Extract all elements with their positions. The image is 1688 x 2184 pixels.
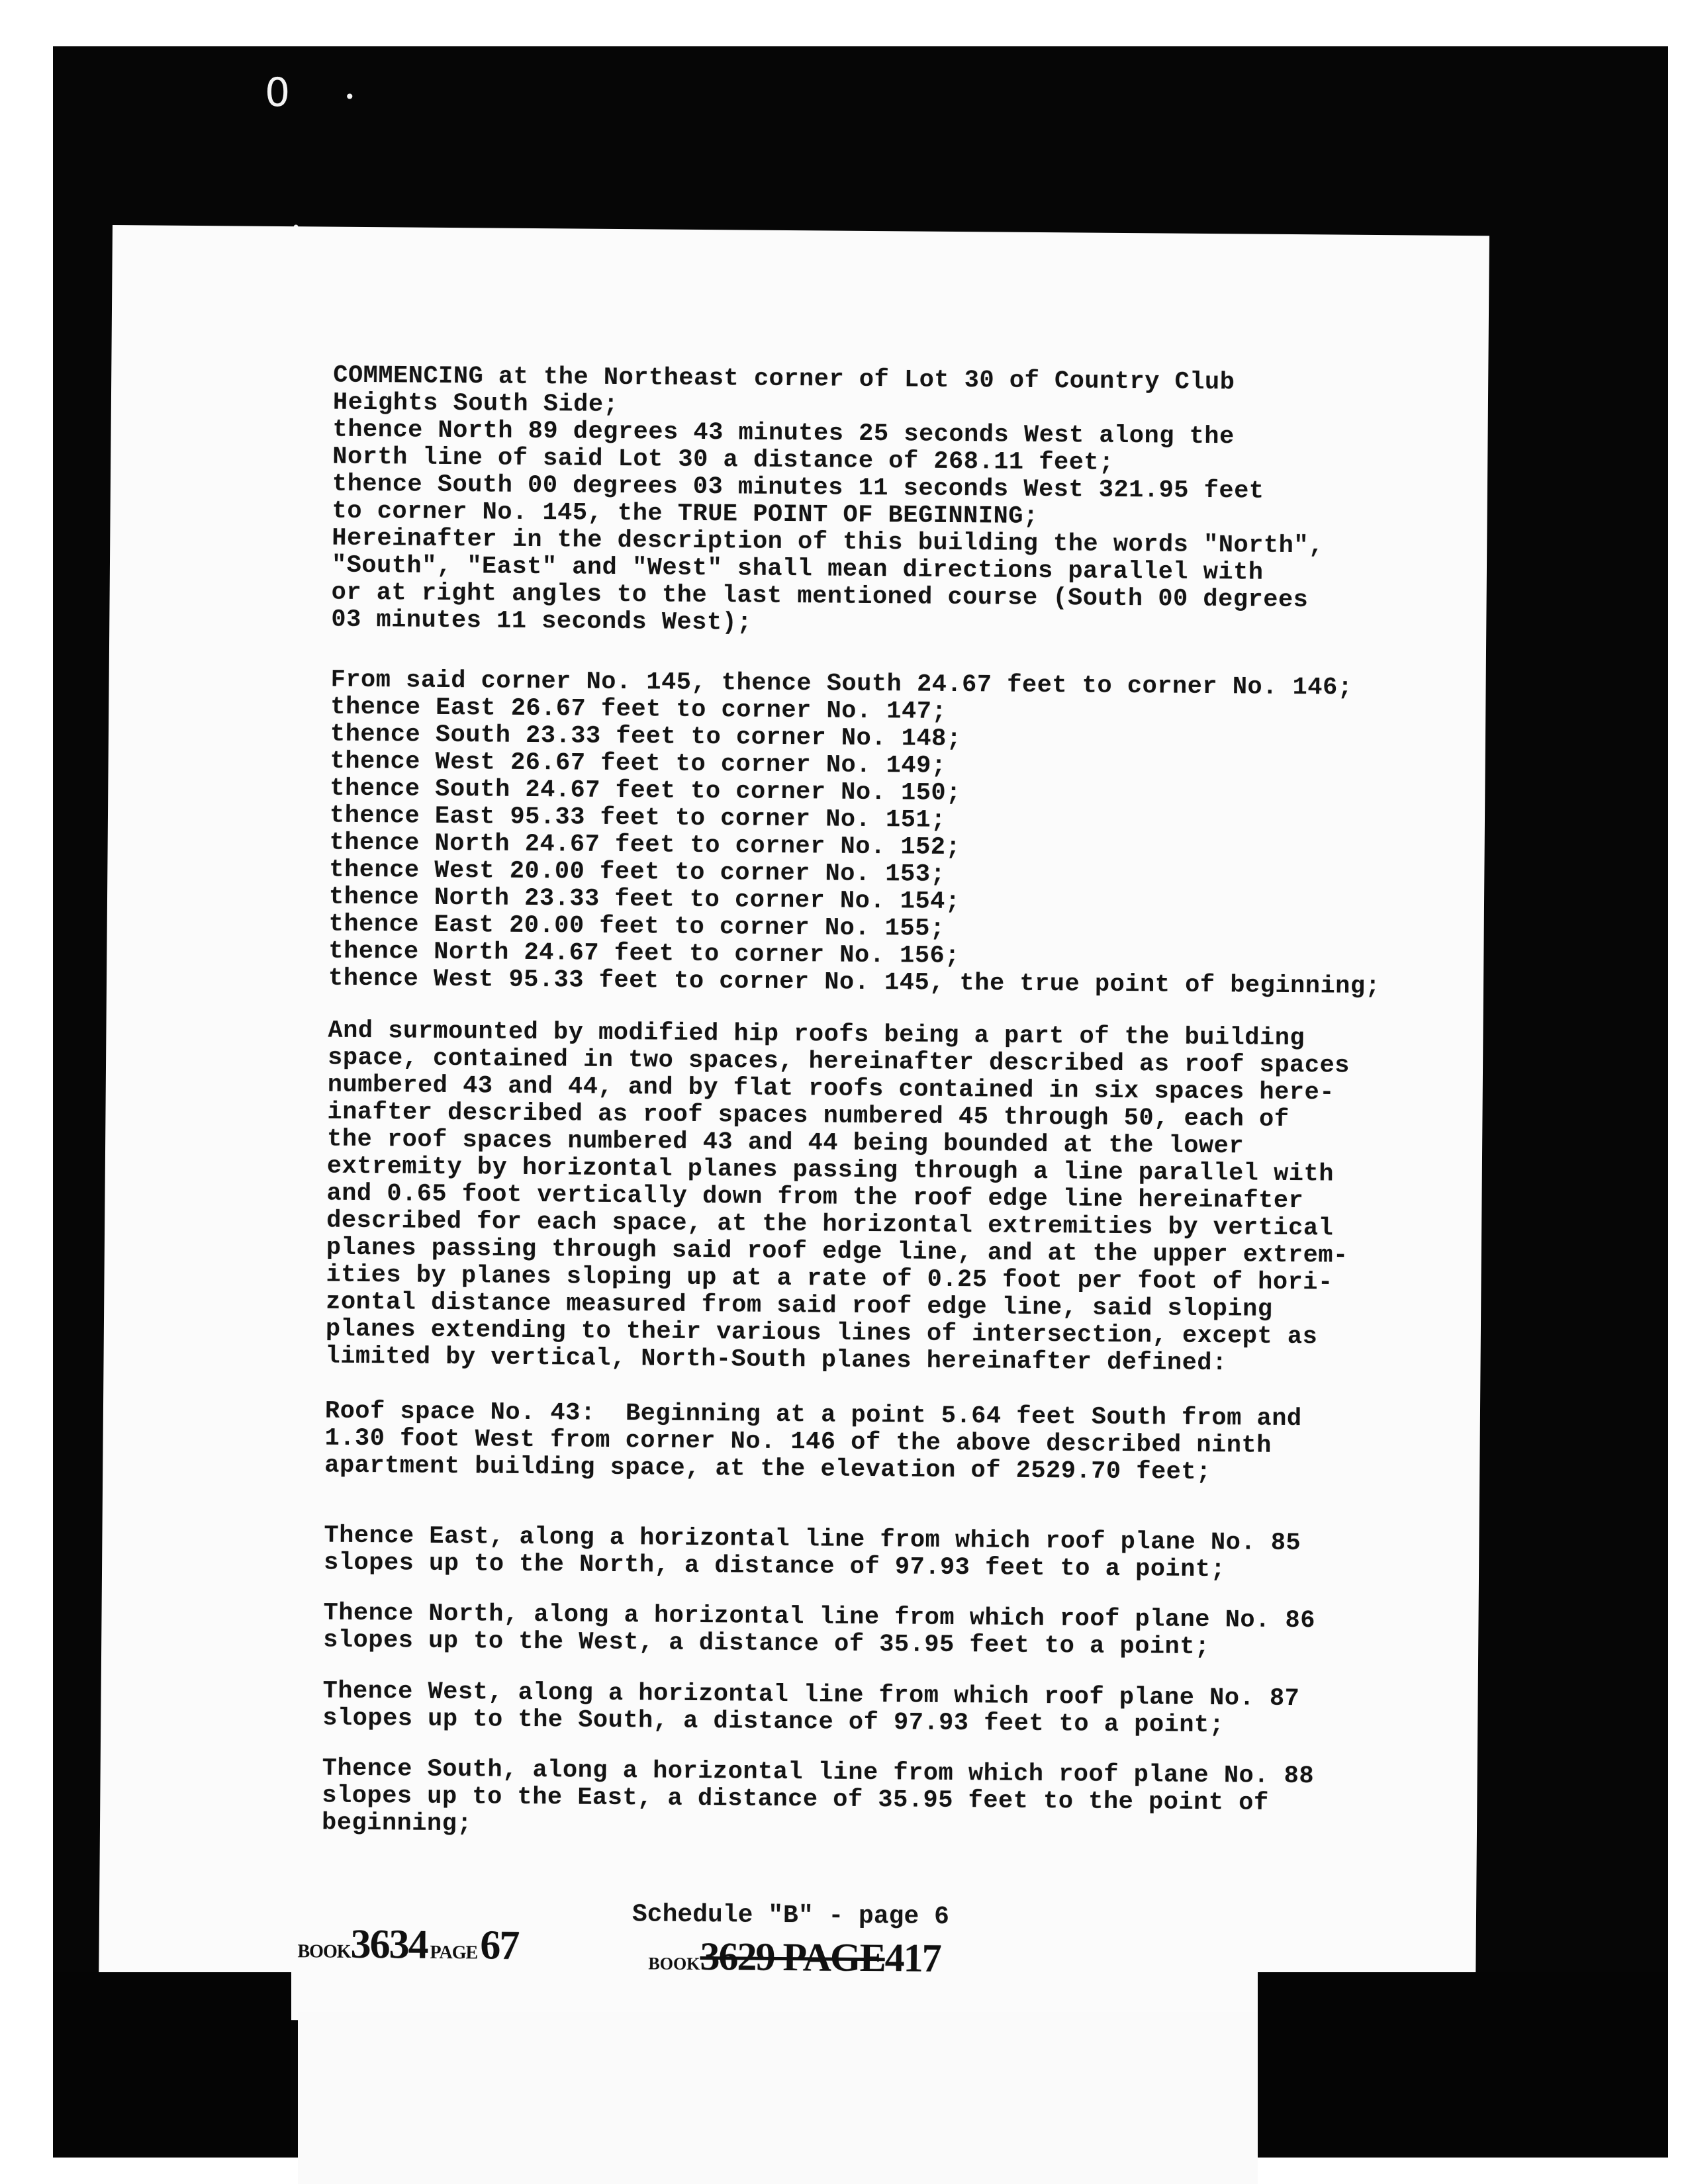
book-label: BOOK: [648, 1954, 700, 1974]
book-label: BOOK: [297, 1941, 351, 1962]
schedule-page-label: Schedule "B" - page 6: [632, 1900, 950, 1932]
page-number: 67: [480, 1923, 519, 1968]
paragraph-roof-description: And surmounted by modified hip roofs being a part of the building space, contained in two spaces, hereinafter described as roof spaces numbered 43 and 44, and by flat roofs contained in six spaces here- inafter described as roof spaces numbered 45 through 50, each of the roof spaces numbered 43 and 44 being bounded at the lower extremity by horizontal planes passing through a line parallel with and 0.65 foot vertically down from the roof edge line hereinafter described for each space, at the horizontal extremities by vertical planes passing through said roof edge line, and at the upper extrem- ities by planes sloping up at a rate of 0.25 foot per foot of hori- zontal distance measured from said roof edge line, said sloping planes extending to their various lines of intersection, except as limited by vertical, North-South planes hereinafter defined:: [325, 1017, 1350, 1378]
paragraph-thence-north: Thence North, along a horizontal line from which roof plane No. 86 slopes up to the West, a distance of 35.95 feet to a point;: [323, 1599, 1316, 1662]
scan-dot: •: [344, 86, 355, 108]
scan-dark-edge: [53, 1972, 291, 2158]
scan-mark: 0: [265, 69, 291, 116]
document-page: [99, 225, 1489, 2029]
scan-dark-corner: [1258, 1972, 1668, 2158]
paragraph-boundary-courses: From said corner No. 145, thence South 24.67 feet to corner No. 146; thence East 26.67 feet to corner No. 147; thence South 23.33 feet to corner No. 148; thence West 26.67 feet to corner No. 149; thence South 24.67 feet to corner No. 150; thence East 95.33 feet to corner No. 151; thence North 24.67 feet to corner No. 152; thence West 20.00 feet to corner No. 153; thence North 23.33 feet to corner No. 154; thence East 20.00 feet to corner No. 155; thence North 24.67 feet to corner No. 156; thence West 95.33 feet to corner No. 145, the true point of beginning;: [328, 666, 1381, 1001]
struck-book-page-stamp: [648, 1933, 941, 1981]
paragraph-thence-east: Thence East, along a horizontal line from which roof plane No. 85 slopes up to the North, a distance of 97.93 feet to a point;: [323, 1522, 1301, 1584]
scan-light-strip: [298, 2012, 1258, 2184]
paragraph-commencing: COMMENCING at the Northeast corner of Lot 30 of Country Club Heights South Side; thence North 89 degrees 43 minutes 25 seconds West along the North line of said Lot 30 a distance of 268.11 feet; thence South 00 degrees 03 minutes 11 seconds West 321.95 feet to corner No. 145, the TRUE POINT OF BEGINNING; Hereinafter in the description of this building the words "North", "South", "East" and "West" shall mean directions parallel with or at right angles to the last mentioned course (South 00 degrees 03 minutes 11 seconds West);: [331, 361, 1324, 637]
paragraph-thence-west: Thence West, along a horizontal line from which roof plane No. 87 slopes up to the South, a distance of 97.93 feet to a point;: [322, 1677, 1300, 1740]
struck-book-page: 3629 PAGE: [700, 1934, 885, 1980]
book-number: 3634: [350, 1921, 428, 1968]
book-page-stamp: [297, 1921, 518, 1970]
page-label: PAGE: [430, 1942, 478, 1964]
paragraph-roof-space-43: Roof space No. 43: Beginning at a point 5.64 feet South from and 1.30 foot West from corner No. 146 of the above described ninth apartment building space, at the elevation of 2529.70 feet;: [324, 1397, 1302, 1487]
page-number: 417: [884, 1936, 941, 1980]
paragraph-thence-south: Thence South, along a horizontal line from which roof plane No. 88 slopes up to the East, a distance of 35.95 feet to the point of beginning;: [321, 1754, 1315, 1839]
